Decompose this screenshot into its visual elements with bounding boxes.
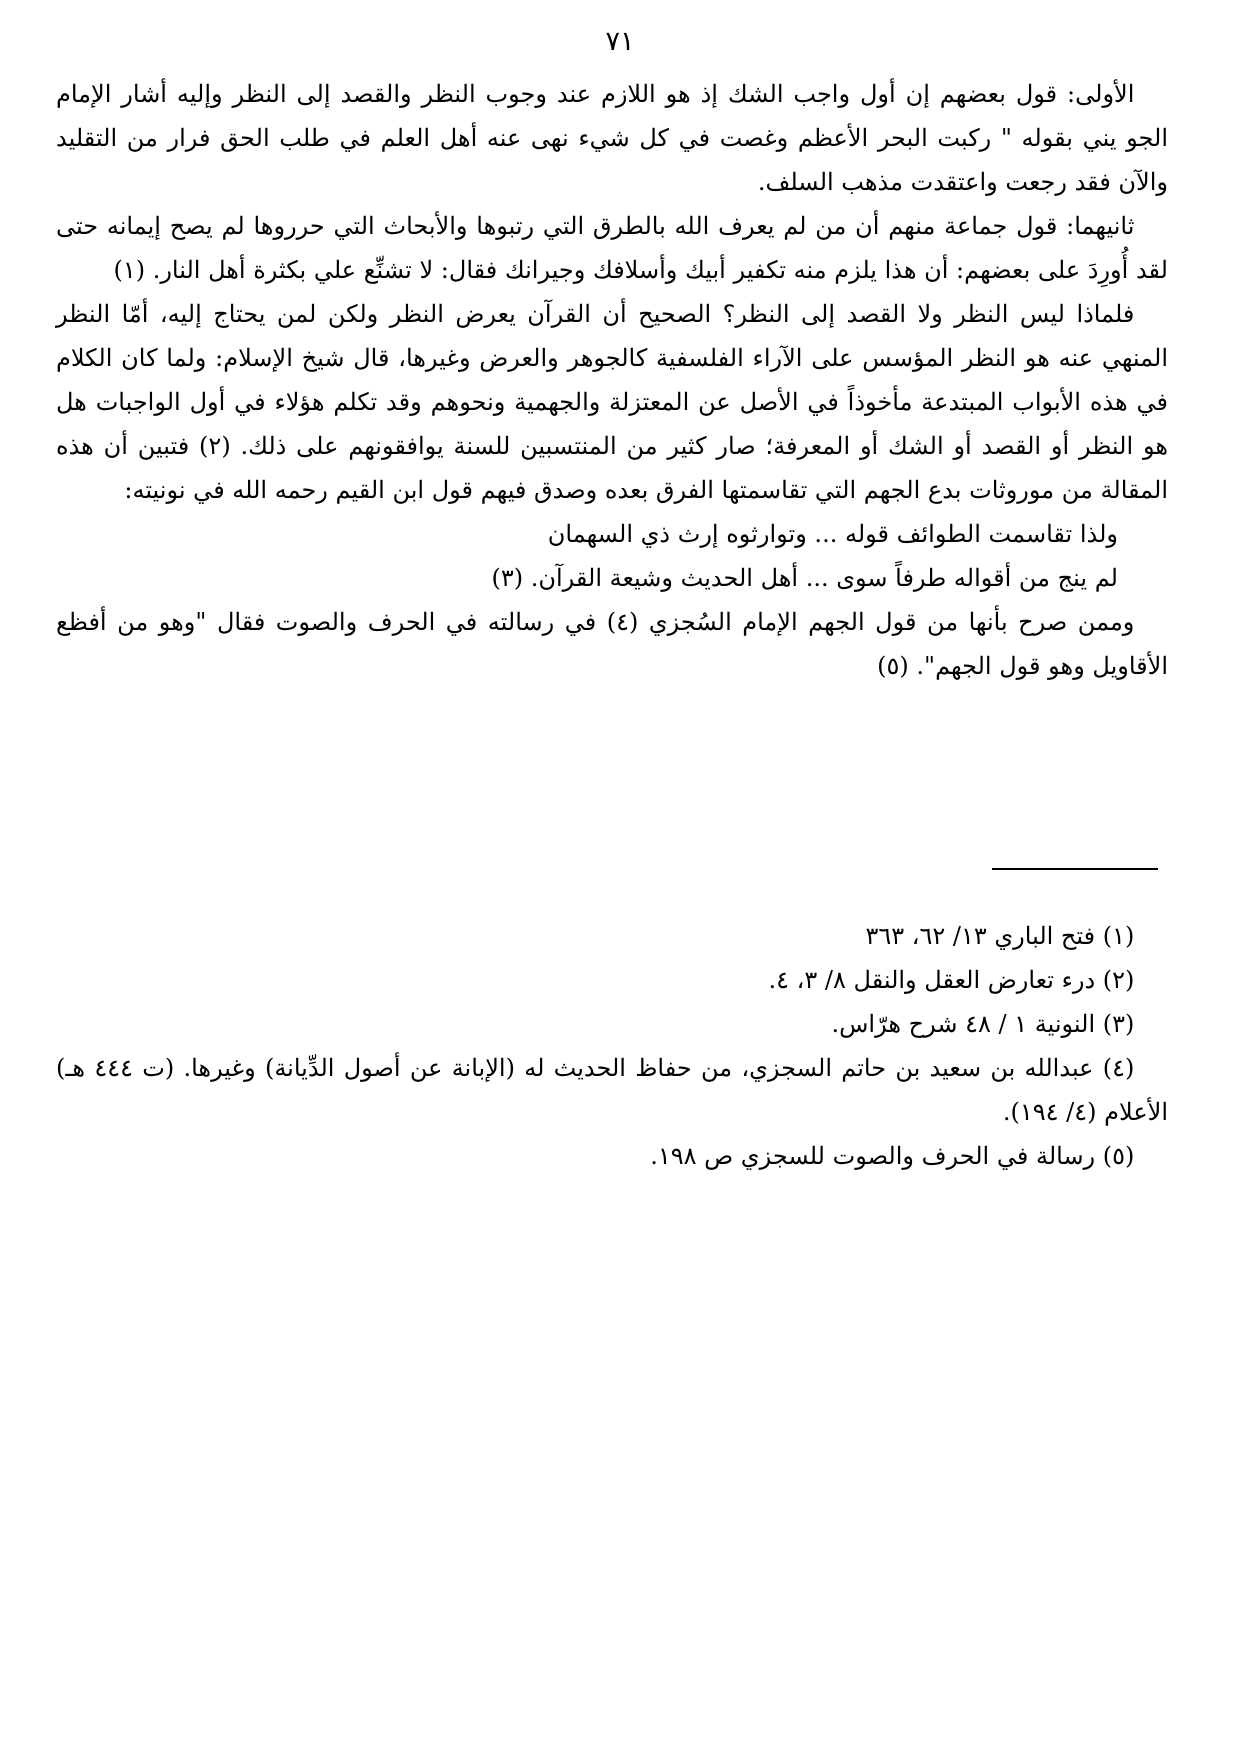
footnote-1: (١) فتح الباري ١٣/ ٦٢، ٣٦٣	[865, 922, 1135, 950]
paragraph-second-opinion: ثانيهما: قول جماعة منهم أن من لم يعرف الله بالطرق التي رتبوها والأبحاث التي حرروها لم يصح إيمانه حتى لقد أُورِدَ على بعضهم: أن هذا يلزم منه تكفير أبيك وأسلافك وجيرانك فقال: لا تشنِّع علي بكثرة أهل النار. (١)	[56, 212, 1168, 284]
footnote-3: (٣) النونية ١ / ٤٨ شرح هرّاس.	[831, 1010, 1135, 1038]
footnote-separator	[992, 868, 1158, 870]
footnote-2: (٢) درء تعارض العقل والنقل ٨/ ٣، ٤.	[768, 966, 1135, 994]
main-text	[56, 72, 1168, 688]
footnote-4: (٤) عبدالله بن سعيد بن حاتم السجزي، من حفاظ الحديث له (الإبانة عن أصول الدِّيانة) وغيرها. (ت ٤٤٤ هـ) الأعلام (٤/ ١٩٤).	[56, 1054, 1168, 1126]
verse-line-2: لم ينج من أقواله طرفاً سوى ... أهل الحديث وشيعة القرآن. (٣)	[491, 564, 1118, 592]
paragraph-first-opinion: الأولى: قول بعضهم إن أول واجب الشك إذ هو اللازم عند وجوب النظر والقصد إلى النظر وإليه أشار الإمام الجو يني بقوله " ركبت البحر الأعظم وغصت في كل شيء نهى عنه أهل العلم في طلب الحق فرار من التقليد والآن فقد رجعت واعتقدت مذهب السلف.	[56, 80, 1168, 196]
verse-line-1: ولذا تقاسمت الطوائف قوله ... وتوارثوه إرث ذي السهمان	[547, 520, 1118, 548]
footnotes	[56, 914, 1168, 1178]
paragraph-discussion: فلماذا ليس النظر ولا القصد إلى النظر؟ الصحيح أن القرآن يعرض النظر ولكن لمن يحتاج إليه، أمّا النظر المنهي عنه هو النظر المؤسس على الآراء الفلسفية كالجوهر والعرض وغيرها، قال شيخ الإسلام: ولما كان الكلام في هذه الأبواب المبتدعة مأخوذاً في الأصل عن المعتزلة والجهمية ونحوهم وقد تكلم هؤلاء في أول الواجبات هل هو النظر أو القصد أو الشك أو المعرفة؛ صار كثير من المنتسبين للسنة يوافقونهم على ذلك. (٢) فتبين أن هذه المقالة من موروثات بدع الجهم التي تقاسمتها الفرق بعده وصدق فيهم قول ابن القيم رحمه الله في نونيته:	[56, 300, 1169, 504]
paragraph-closing: وممن صرح بأنها من قول الجهم الإمام السُجزي (٤) في رسالته في الحرف والصوت فقال "وهو من أفظع الأقاويل وهو قول الجهم". (٥)	[56, 608, 1168, 680]
footnote-5: (٥) رسالة في الحرف والصوت للسجزي ص ١٩٨.	[650, 1142, 1135, 1170]
page-number: ٧١	[605, 26, 635, 57]
